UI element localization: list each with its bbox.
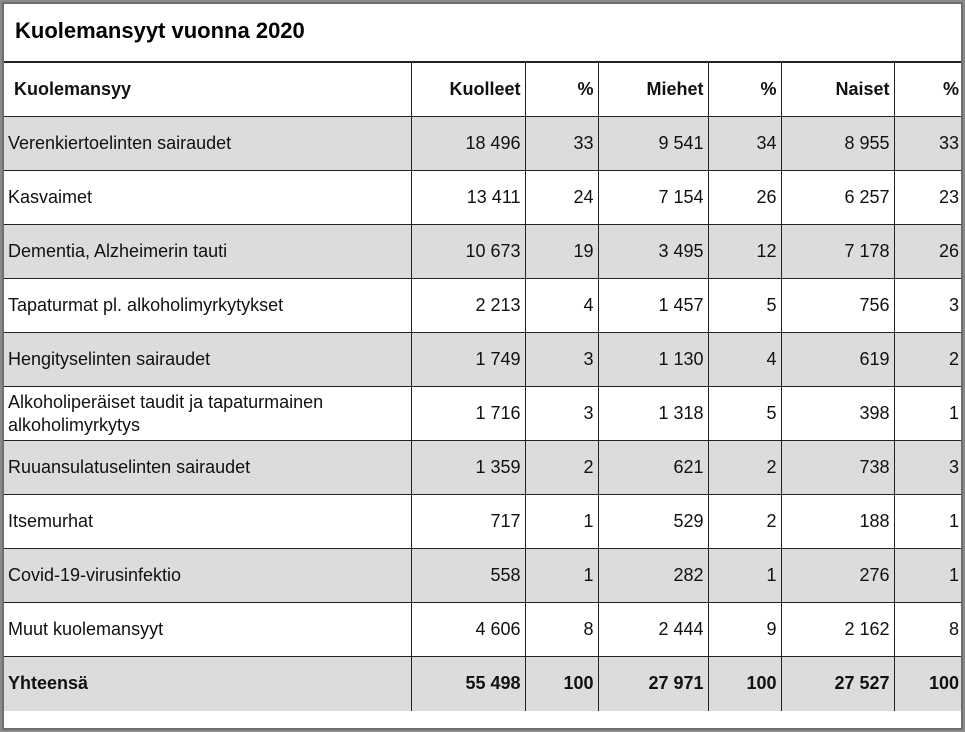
- cell-deaths: 2 213: [411, 279, 525, 333]
- cell-deaths: 717: [411, 495, 525, 549]
- cell-men-pct: 12: [708, 225, 781, 279]
- cell-cause: Itsemurhat: [4, 495, 411, 549]
- cell-deaths-pct: 19: [525, 225, 598, 279]
- cell-men: 9 541: [598, 117, 708, 171]
- cell-deaths: 1 749: [411, 333, 525, 387]
- cell-cause: Dementia, Alzheimerin tauti: [4, 225, 411, 279]
- cell-men-pct: 100: [708, 657, 781, 711]
- cell-men-pct: 34: [708, 117, 781, 171]
- cell-cause: Alkoholiperäiset taudit ja tapaturmainen alkoholimyrkytys: [4, 387, 411, 441]
- cell-women: 8 955: [781, 117, 894, 171]
- cell-deaths-pct: 24: [525, 171, 598, 225]
- cell-deaths: 10 673: [411, 225, 525, 279]
- table-row: [4, 225, 961, 279]
- cell-deaths-pct: 1: [525, 549, 598, 603]
- cell-deaths-pct: 3: [525, 387, 598, 441]
- cell-deaths-pct: 3: [525, 333, 598, 387]
- table-body: [4, 117, 961, 711]
- table-row: [4, 495, 961, 549]
- cell-women: 276: [781, 549, 894, 603]
- cell-deaths-pct: 100: [525, 657, 598, 711]
- cell-men: 3 495: [598, 225, 708, 279]
- cell-deaths: 18 496: [411, 117, 525, 171]
- cell-men: 2 444: [598, 603, 708, 657]
- cell-women: 738: [781, 441, 894, 495]
- cell-women-pct: 1: [894, 387, 961, 441]
- cell-cause: Covid-19-virusinfektio: [4, 549, 411, 603]
- cell-women-pct: 1: [894, 495, 961, 549]
- table-row: [4, 279, 961, 333]
- table-row: [4, 171, 961, 225]
- cell-deaths: 4 606: [411, 603, 525, 657]
- cell-women: 188: [781, 495, 894, 549]
- cell-men-pct: 5: [708, 387, 781, 441]
- cell-women: 2 162: [781, 603, 894, 657]
- table-title: Kuolemansyyt vuonna 2020: [4, 4, 961, 62]
- cell-deaths-pct: 4: [525, 279, 598, 333]
- table-row: [4, 387, 961, 441]
- cell-women-pct: 26: [894, 225, 961, 279]
- cell-women-pct: 1: [894, 549, 961, 603]
- cell-women-pct: 23: [894, 171, 961, 225]
- cell-women-pct: 8: [894, 603, 961, 657]
- cell-men-pct: 4: [708, 333, 781, 387]
- cell-cause: Kasvaimet: [4, 171, 411, 225]
- cell-men-pct: 9: [708, 603, 781, 657]
- cell-women: 398: [781, 387, 894, 441]
- header-row: [4, 63, 961, 117]
- cell-men: 27 971: [598, 657, 708, 711]
- cell-women: 6 257: [781, 171, 894, 225]
- cell-men: 1 130: [598, 333, 708, 387]
- cell-cause: Ruuansulatuselinten sairaudet: [4, 441, 411, 495]
- cell-men-pct: 2: [708, 441, 781, 495]
- cell-men: 282: [598, 549, 708, 603]
- cell-deaths: 1 359: [411, 441, 525, 495]
- cell-cause: Yhteensä: [4, 657, 411, 711]
- cell-deaths: 558: [411, 549, 525, 603]
- column-header-deaths-pct: %: [525, 63, 598, 117]
- total-row: [4, 657, 961, 711]
- cell-men: 1 318: [598, 387, 708, 441]
- cell-deaths-pct: 33: [525, 117, 598, 171]
- table-row: [4, 549, 961, 603]
- cell-men-pct: 26: [708, 171, 781, 225]
- column-header-women-pct: %: [894, 63, 961, 117]
- causes-of-death-table: [4, 62, 961, 711]
- cell-women-pct: 3: [894, 441, 961, 495]
- table-row: [4, 333, 961, 387]
- cell-men-pct: 5: [708, 279, 781, 333]
- cell-men: 529: [598, 495, 708, 549]
- table-row: [4, 603, 961, 657]
- cell-deaths-pct: 8: [525, 603, 598, 657]
- column-header-men-pct: %: [708, 63, 781, 117]
- cell-deaths: 1 716: [411, 387, 525, 441]
- cell-cause: Muut kuolemansyyt: [4, 603, 411, 657]
- cell-men: 7 154: [598, 171, 708, 225]
- cell-deaths-pct: 2: [525, 441, 598, 495]
- cell-women-pct: 33: [894, 117, 961, 171]
- column-header-women: Naiset: [781, 63, 894, 117]
- cell-women-pct: 2: [894, 333, 961, 387]
- table-frame: [2, 2, 963, 730]
- cell-women: 27 527: [781, 657, 894, 711]
- table-row: [4, 117, 961, 171]
- cell-deaths: 13 411: [411, 171, 525, 225]
- column-header-deaths: Kuolleet: [411, 63, 525, 117]
- cell-women: 619: [781, 333, 894, 387]
- cell-men-pct: 2: [708, 495, 781, 549]
- cell-men-pct: 1: [708, 549, 781, 603]
- cell-women: 756: [781, 279, 894, 333]
- cell-cause: Hengityselinten sairaudet: [4, 333, 411, 387]
- cell-men: 1 457: [598, 279, 708, 333]
- cell-women: 7 178: [781, 225, 894, 279]
- cell-deaths: 55 498: [411, 657, 525, 711]
- table-row: [4, 441, 961, 495]
- cell-women-pct: 100: [894, 657, 961, 711]
- cell-cause: Verenkiertoelinten sairaudet: [4, 117, 411, 171]
- cell-deaths-pct: 1: [525, 495, 598, 549]
- cell-women-pct: 3: [894, 279, 961, 333]
- column-header-men: Miehet: [598, 63, 708, 117]
- column-header-cause: Kuolemansyy: [4, 63, 411, 117]
- cell-cause: Tapaturmat pl. alkoholimyrkytykset: [4, 279, 411, 333]
- cell-men: 621: [598, 441, 708, 495]
